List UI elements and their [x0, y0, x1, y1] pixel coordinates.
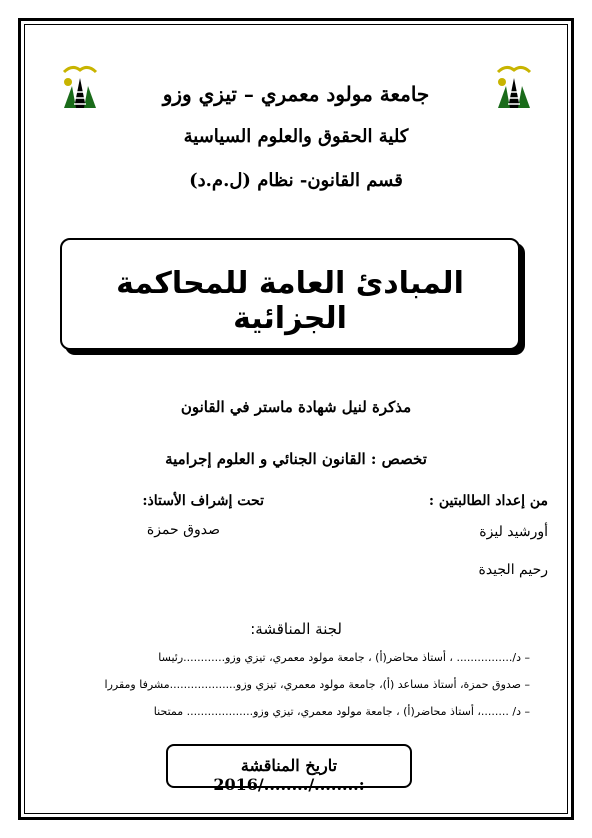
student-name-1: أورشيد ليزة	[479, 524, 548, 540]
department-name: قسم القانون- نظام (ل.م.د)	[189, 170, 403, 191]
thesis-title: المبادئ العامة للمحاكمة الجزائية	[116, 266, 464, 336]
degree-line: مذكرة لنيل شهادة ماستر في القانون	[180, 398, 412, 416]
students-label: من إعداد الطالبتين :	[428, 493, 548, 509]
defense-date-box	[166, 744, 412, 794]
defense-date: تاريخ المناقشة :......../......../2016	[213, 756, 365, 794]
committee-title: لجنة المناقشة:	[250, 620, 342, 638]
faculty-name: كلية الحقوق والعلوم السياسية	[183, 126, 409, 147]
specialty-line: تخصص : القانون الجنائي و العلوم إجرامية	[165, 450, 427, 468]
committee-member-examiner: – د/ ........، أستاذ محاضر(أ) ، جامعة مولود معمري، تيزي وزو................... ممتحنا	[153, 705, 530, 718]
title-box	[60, 238, 520, 350]
university-name: جامعة مولود معمري – تيزي وزو	[162, 82, 430, 106]
supervisor-name: صدوق حمزة	[146, 522, 220, 538]
committee-member-supervisor: – صدوق حمزة، أستاذ مساعد (أ)، جامعة مولود معمري، تيزي وزو...................مشرفا ومقررا	[104, 678, 530, 691]
student-name-2: رحيم الجيدة	[478, 562, 548, 578]
committee-member-president: – د/................ ، أستاذ محاضر(أ) ، جامعة مولود معمري، تيزي وزو............رئيسا	[158, 651, 530, 664]
supervisor-label: تحت إشراف الأستاذ:	[142, 493, 264, 509]
